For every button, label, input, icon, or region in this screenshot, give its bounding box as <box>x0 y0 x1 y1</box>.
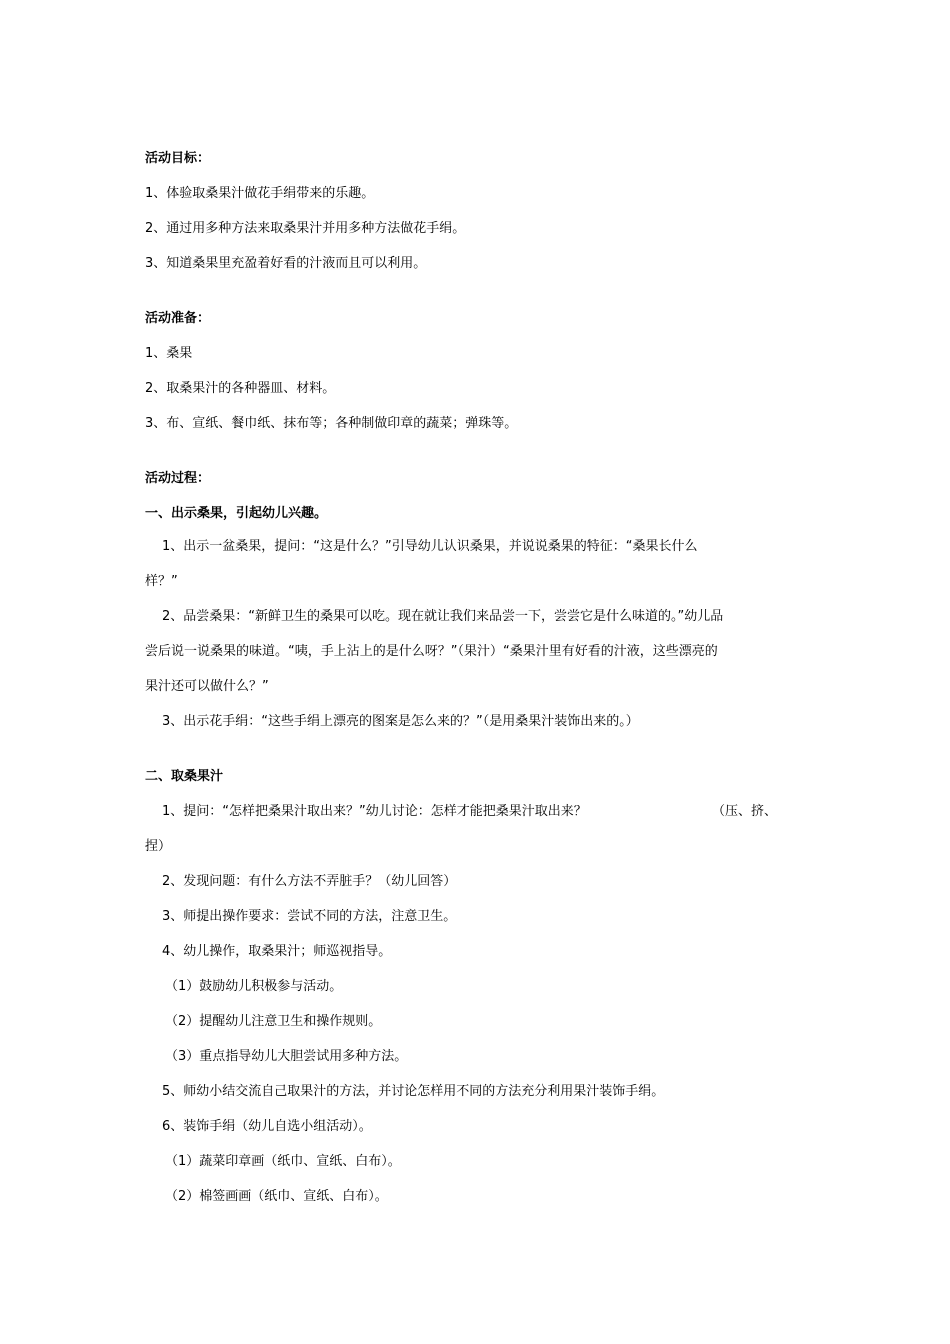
section2-paragraph4: 4、幼儿操作，取桑果汁；师巡视指导。 <box>162 944 392 959</box>
goals-heading: 活动目标： <box>145 151 211 166</box>
section1-paragraph1: 1、出示一盆桑果，提问：“这是什么？”引导幼儿认识桑果，并说说桑果的特征：“桑果长什么 <box>162 539 698 554</box>
goal-item: 2、通过用多种方法来取桑果汁并用多种方法做花手绢。 <box>145 221 466 236</box>
section2-paragraph1-cont: 捏） <box>145 839 172 854</box>
section2-subitem: （1）鼓励幼儿积极参与活动。 <box>165 979 343 994</box>
section2-title: 二、取桑果汁 <box>145 769 224 784</box>
section2-subitem: （3）重点指导幼儿大胆尝试用多种方法。 <box>165 1049 408 1064</box>
section2-paragraph6: 6、装饰手绢（幼儿自选小组活动）。 <box>162 1119 372 1134</box>
goal-item: 1、体验取桑果汁做花手绢带来的乐趣。 <box>145 186 375 201</box>
section1-title: 一、出示桑果，引起幼儿兴趣。 <box>145 506 328 521</box>
section2-subitem: （2）提醒幼儿注意卫生和操作规则。 <box>165 1014 382 1029</box>
section1-paragraph2: 2、品尝桑果：“新鲜卫生的桑果可以吃。现在就让我们来品尝一下，尝尝它是什么味道的。”幼儿品 <box>162 609 724 624</box>
section2-paragraph3: 3、师提出操作要求：尝试不同的方法，注意卫生。 <box>162 909 457 924</box>
prep-heading: 活动准备： <box>145 311 211 326</box>
section2-subitem: （1）蔬菜印章画（纸巾、宣纸、白布）。 <box>165 1154 401 1169</box>
section1-paragraph3: 3、出示花手绢：“这些手绢上漂亮的图案是怎么来的？”（是用桑果汁装饰出来的。） <box>162 714 639 729</box>
process-heading: 活动过程： <box>145 471 211 486</box>
section2-paragraph1-aside: （压、挤、 <box>712 804 778 819</box>
section2-subitem: （2）棉签画画（纸巾、宣纸、白布）。 <box>165 1189 388 1204</box>
prep-item: 1、桑果 <box>145 346 193 361</box>
section1-paragraph2-cont: 果汁还可以做什么？” <box>145 679 269 694</box>
section2-paragraph5: 5、师幼小结交流自己取果汁的方法，并讨论怎样用不同的方法充分利用果汁装饰手绢。 <box>162 1084 665 1099</box>
prep-item: 3、布、宣纸、餐巾纸、抹布等；各种制做印章的蔬菜；弹珠等。 <box>145 416 518 431</box>
goal-item: 3、知道桑果里充盈着好看的汁液而且可以利用。 <box>145 256 427 271</box>
section1-paragraph1-cont: 样？” <box>145 574 178 589</box>
section2-paragraph1: 1、提问：“怎样把桑果汁取出来？”幼儿讨论：怎样才能把桑果汁取出来？ <box>162 804 587 819</box>
prep-item: 2、取桑果汁的各种器皿、材料。 <box>145 381 336 396</box>
section2-paragraph2: 2、发现问题：有什么方法不弄脏手？（幼儿回答） <box>162 874 457 889</box>
section1-paragraph2-cont: 尝后说一说桑果的味道。“咦，手上沾上的是什么呀？”（果汁）“桑果汁里有好看的汁液，这些漂亮的 <box>145 644 718 659</box>
